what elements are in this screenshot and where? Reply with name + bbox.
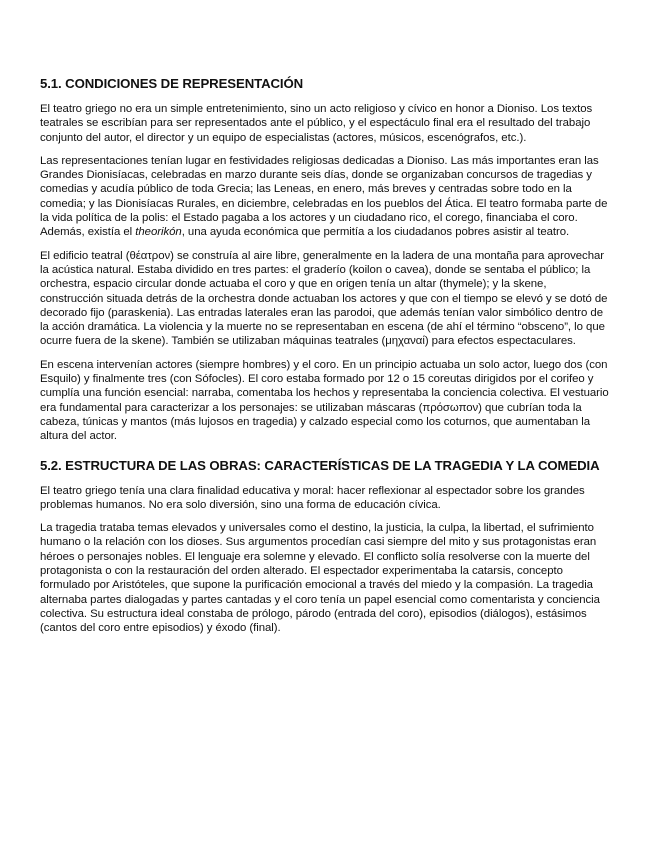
paragraph-purpose: El teatro griego tenía una clara finalidad educativa y moral: hacer reflexionar al espectador sobre los grandes problemas humanos. No era solo diversión, sino una forma de educación cívica. xyxy=(40,484,585,511)
paragraph-festivities-text: Las representaciones tenían lugar en festividades religiosas dedicadas a Dioniso. Las más importantes eran las Grandes Dionisíacas, celebradas en marzo durante seis días, donde se organizaban concursos de tragedias y comedias y acudía público de toda Grecia; las Leneas, en enero, más breves y centradas sobre todo en la comedia; y las Dionisíacas Rurales, en diciembre, celebradas en los pueblos del Ática. El teatro formaba parte de la vida política de la polis: el Estado pagaba a los actores y un ciudadano rico, el corego, financiaba el coro. Además, existía el xyxy=(40,154,608,239)
section-heading-5-2: 5.2. ESTRUCTURA DE LAS OBRAS: CARACTERÍSTICAS DE LA TRAGEDIA Y LA COMEDIA xyxy=(40,457,600,473)
term-theorikon: theorikón xyxy=(135,226,182,239)
section-heading-5-1: 5.1. CONDICIONES DE REPRESENTACIÓN xyxy=(40,76,304,91)
paragraph-actors-chorus: En escena intervenían actores (siempre hombres) y el coro. En un principio actuaba un solo actor, luego dos (con Esquilo) y finalmente tres (con Sófocles). El coro estaba formado por 12 o 15 coreutas dirigidos por el corifeo y cumplía una función esencial: narraba, comentaba los hechos y representaba la conciencia colectiva. El vestuario era fundamental para caracterizar a los personajes: se utilizaban máscaras (πρόσωπον) que cubrían toda la cabeza, túnicas y mantos (más lujosos en tragedia) y calzado especial como los coturnos, que aumentaban la altura del actor. xyxy=(40,358,609,443)
paragraph-theatre-building: El edificio teatral (θέατρον) se construía al aire libre, generalmente en la ladera de una montaña para aprovechar la acústica natural. Estaba dividido en tres partes: el graderío (koilon o cavea), donde se sentaba el público; la orchestra, espacio circular donde actuaba el coro y que en origen tenía un altar (thymele); y la skene, construcción situada detrás de la orchestra donde actuaban los actores y que con el tiempo se elevó y se dotó de decorado fijo (paraskenia). Las entradas laterales eran las parodoi, que además tenían valor simbólico dentro de la acción dramática. La violencia y la muerte no se representaban en escena (de ahí el término “obsceno”, lo que ocurre fuera de la skene). También se utilizaban máquinas teatrales (μηχαναί) para efectos espectaculares. xyxy=(40,249,608,348)
paragraph-festivities xyxy=(40,154,609,240)
paragraph-intro: El teatro griego no era un simple entretenimiento, sino un acto religioso y cívico en honor a Dioniso. Los textos teatrales se escribían para ser representados ante el público, y el espectáculo final era el resultado del trabajo conjunto del autor, el director y un equipo de especialistas (actores, músicos, escenógrafos, etc.). xyxy=(40,103,593,144)
paragraph-tragedy: La tragedia trataba temas elevados y universales como el destino, la justicia, la culpa, la libertad, el sufrimiento humano o la relación con los dioses. Sus argumentos procedían casi siempre del mito y sus protagonistas eran héroes o personajes nobles. El lenguaje era solemne y elevado. El conflicto solía resolverse con la muerte del protagonista o con la restauración del orden alterado. El espectador experimentaba la catarsis, concepto formulado por Aristóteles, que supone la purificación emocional a través del miedo y la compasión. La tragedia alternaba partes dialogadas y partes cantadas y el coro tenía un papel esencial como comentarista y conciencia colectiva. Su estructura ideal constaba de prólogo, párodo (entrada del coro), episodios (diálogos), estásimos (cantos del coro entre episodios) y éxodo (final). xyxy=(40,522,600,635)
paragraph-festivities-end: , una ayuda económica que permitía a los ciudadanos pobres asistir al teatro. xyxy=(181,226,570,239)
